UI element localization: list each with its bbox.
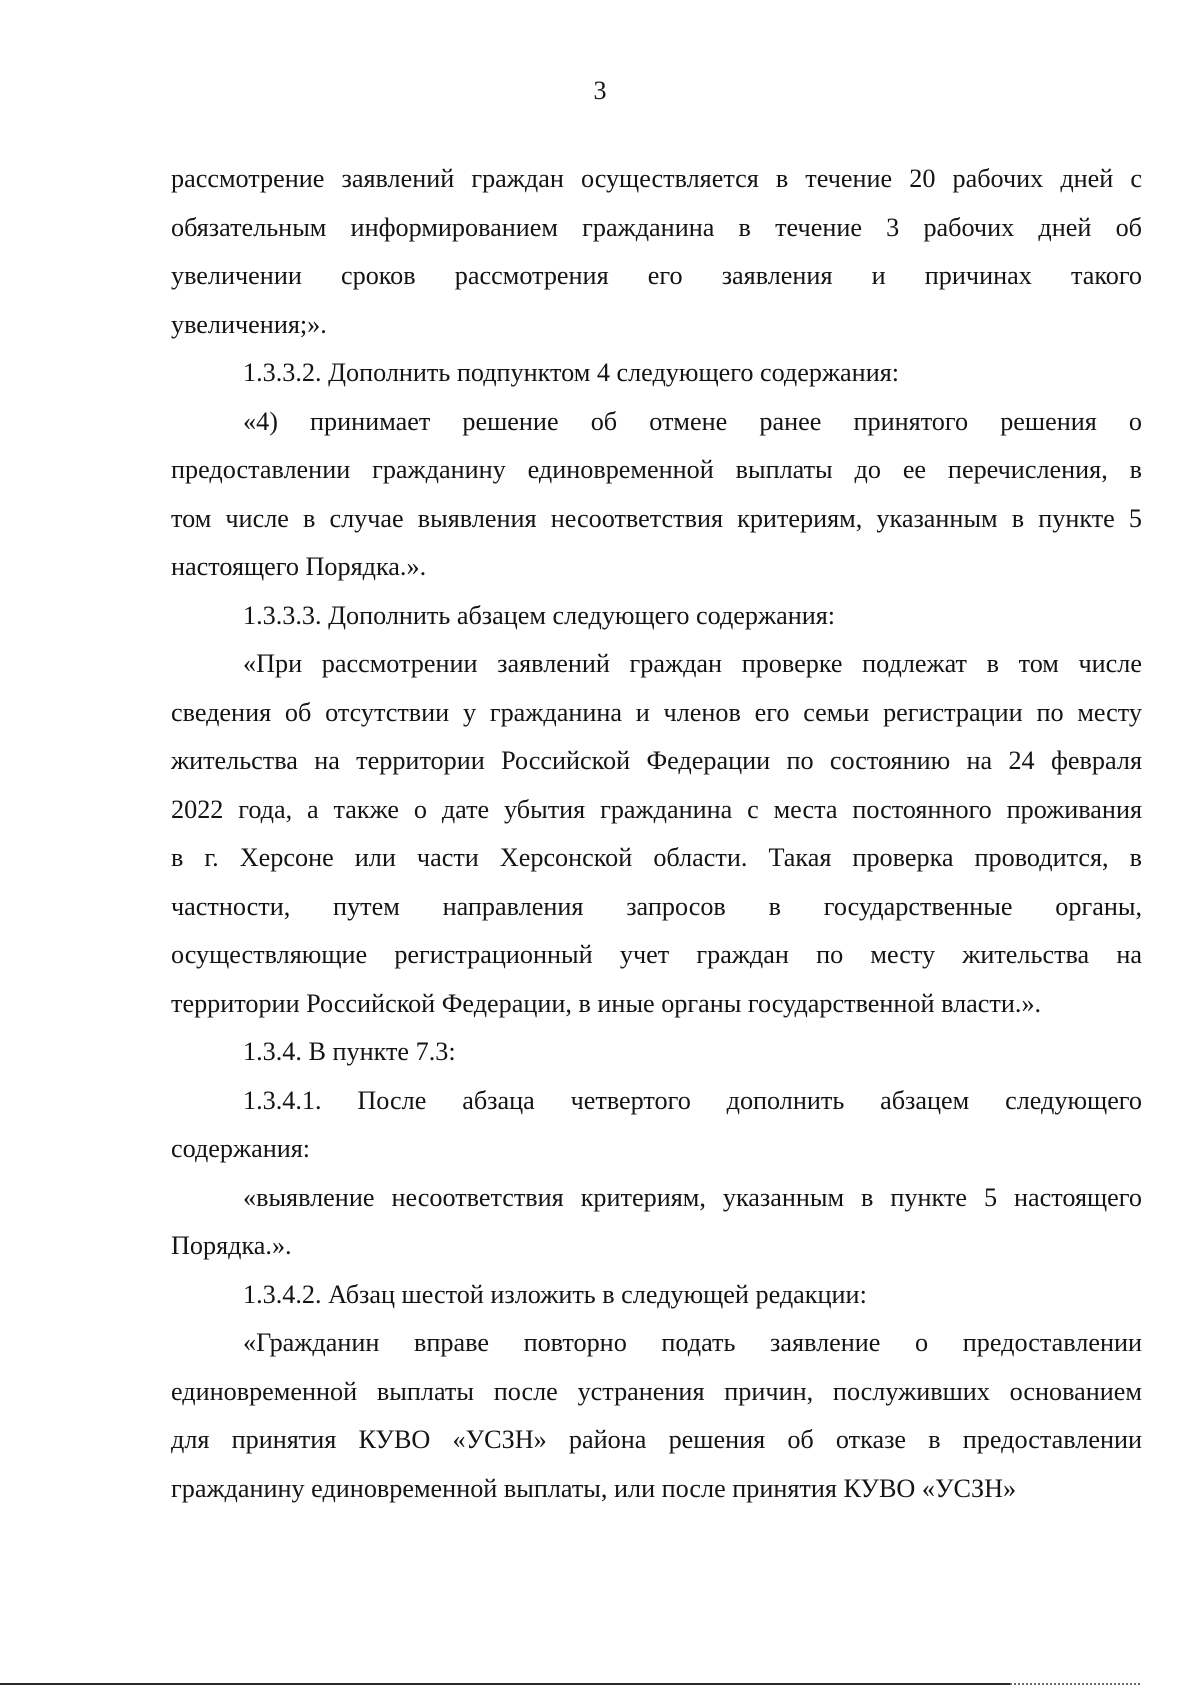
paragraph-item-1-3-3-2 (171, 349, 1142, 398)
text-line: обязательным информированием гражданина в течение 3 рабочих дней об (171, 212, 1142, 242)
text-line: увеличении сроков рассмотрения его заявления и причинах такого (171, 261, 1142, 290)
text-line: частности, путем направления запросов в государственные органы, (171, 891, 1142, 921)
paragraph-item-1-3-4-2 (171, 1271, 1142, 1320)
bottom-scan-edge-dots (1010, 1683, 1140, 1685)
text-line: том числе в случае выявления несоответствия критериям, указанным в пункте 5 (171, 503, 1142, 533)
text-line: в г. Херсоне или части Херсонской области. Такая проверка проводится, в (171, 843, 1142, 872)
text-line: увеличения;». (171, 309, 327, 339)
text-line: сведения об отсутствии у гражданина и членов его семьи регистрации по месту (171, 697, 1142, 727)
paragraph-item-1-3-4 (171, 1028, 1142, 1077)
bottom-scan-edge-line (0, 1683, 1010, 1685)
paragraph-item-1-3-4-1 (171, 1077, 1142, 1174)
text-line: «Гражданин вправе повторно подать заявление о предоставлении (243, 1328, 1142, 1357)
text-line: 1.3.3.3. Дополнить абзацем следующего содержания: (243, 600, 836, 630)
text-line: «выявление несоответствия критериям, указанным в пункте 5 настоящего (243, 1182, 1142, 1212)
text-line: настоящего Порядка.». (171, 552, 427, 581)
text-line: единовременной выплаты после устранения причин, послуживших основанием (171, 1376, 1142, 1406)
text-line: гражданину единовременной выплаты, или после принятия КУВО «УСЗН» (171, 1473, 1017, 1503)
text-line: предоставлении гражданину единовременной выплаты до ее перечисления, в (171, 455, 1142, 484)
text-line: рассмотрение заявлений граждан осуществляется в течение 20 рабочих дней с (171, 164, 1142, 193)
text-line: 1.3.3.2. Дополнить подпунктом 4 следующего содержания: (243, 358, 900, 387)
text-line: 2022 года, а также о дате убытия гражданина с места постоянного проживания (171, 794, 1142, 824)
document-body (171, 155, 1142, 1513)
paragraph-item-1-3-3-3 (171, 592, 1142, 641)
text-line: 1.3.4.1. После абзаца четвертого дополнить абзацем следующего (243, 1085, 1142, 1115)
text-line: 1.3.4.2. Абзац шестой изложить в следующей редакции: (243, 1279, 867, 1309)
text-line: территории Российской Федерации, в иные органы государственной власти.». (171, 988, 1042, 1018)
text-line: содержания: (171, 1134, 311, 1163)
paragraph-reapplication (171, 1319, 1142, 1513)
text-line: «При рассмотрении заявлений граждан проверке подлежат в том числе (243, 649, 1142, 678)
text-line: 1.3.4. В пункте 7.3: (243, 1037, 456, 1066)
text-line: жительства на территории Российской Федерации по состоянию на 24 февраля (171, 746, 1142, 775)
paragraph-review-terms (171, 155, 1142, 349)
text-line: осуществляющие регистрационный учет граждан по месту жительства на (171, 940, 1142, 969)
text-line: для принятия КУВО «УСЗН» района решения об отказе в предоставлении (171, 1425, 1142, 1454)
page-number: 3 (593, 76, 607, 105)
text-line: Порядка.». (171, 1231, 292, 1260)
paragraph-verification (171, 640, 1142, 1028)
text-line: «4) принимает решение об отмене ранее принятого решения о (243, 406, 1142, 436)
paragraph-criteria-mismatch (171, 1174, 1142, 1271)
paragraph-subitem-4 (171, 398, 1142, 592)
